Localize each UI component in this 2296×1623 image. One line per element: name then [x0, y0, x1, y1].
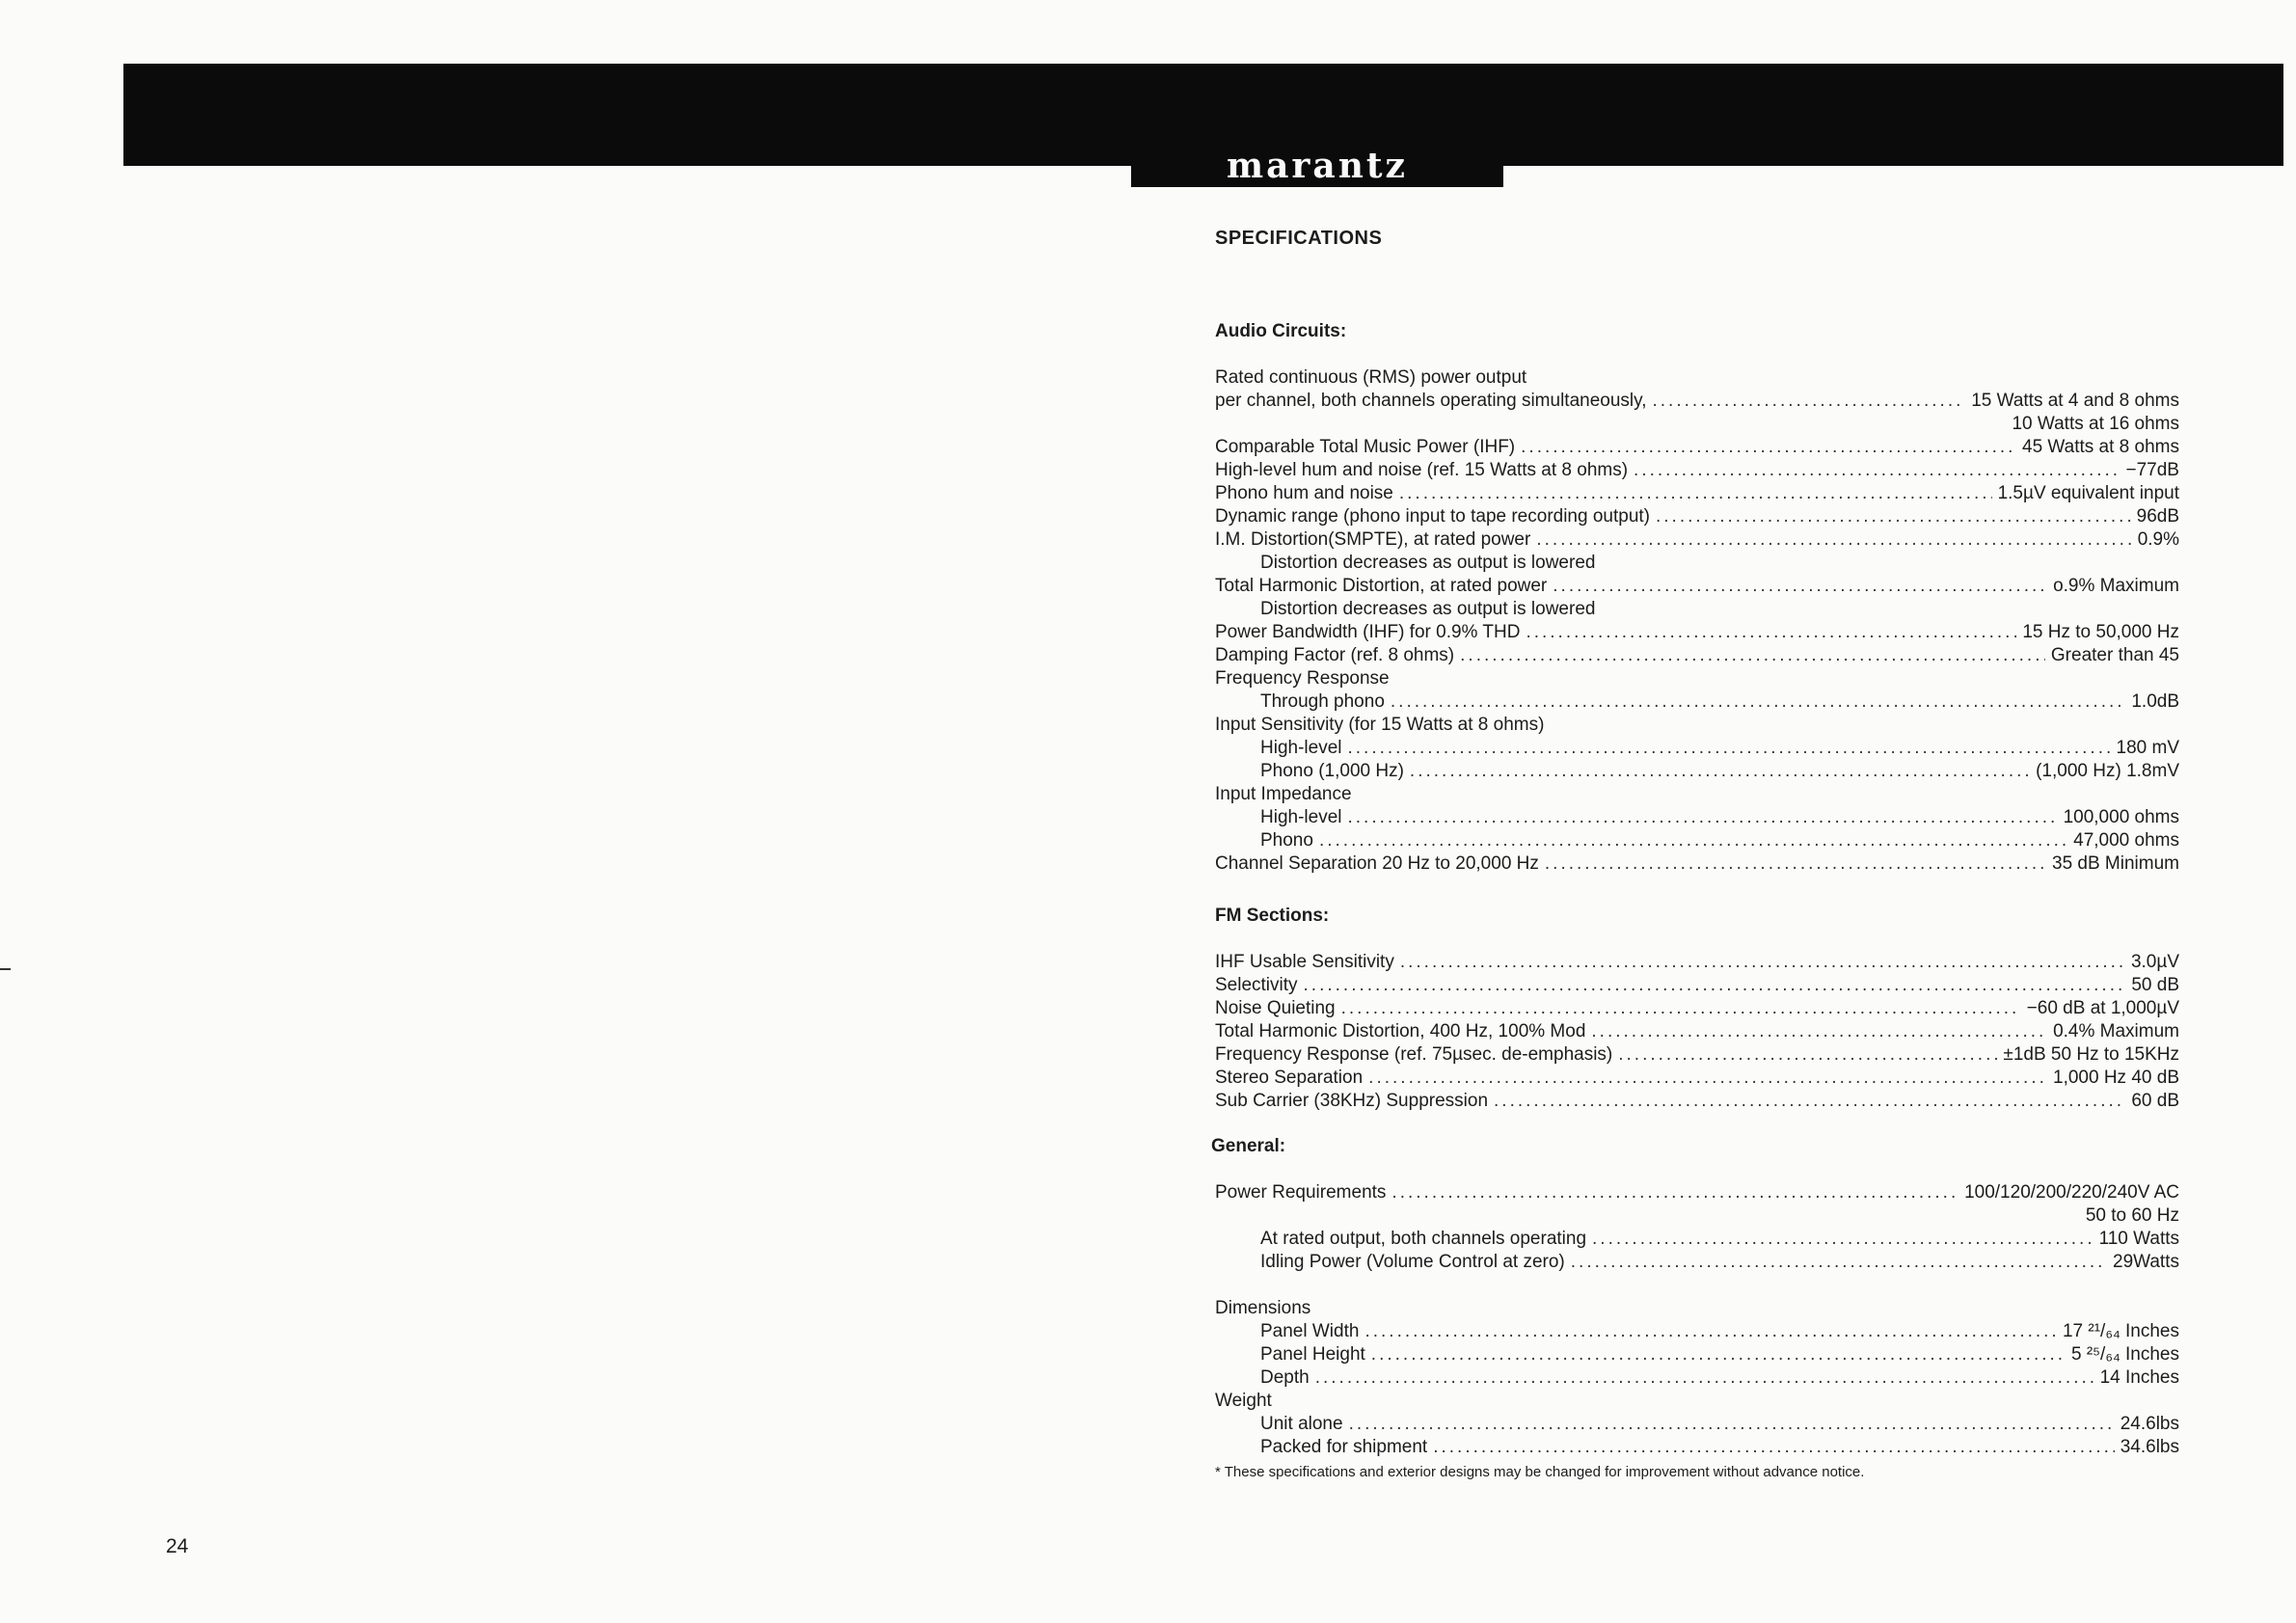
spec-row [1215, 1228, 2179, 1251]
spec-label: Total Harmonic Distortion, at rated power [1215, 576, 1548, 596]
spec-row [1215, 482, 2179, 505]
spec-row [1215, 390, 2179, 413]
spec-value: 96dB [2136, 506, 2179, 527]
spec-value: 60 dB [2131, 1091, 2179, 1111]
section-heading: Audio Circuits: [1215, 321, 1347, 341]
dot-leader [1371, 1343, 2066, 1366]
spec-row [1215, 575, 2179, 598]
page-title: SPECIFICATIONS [1215, 228, 1383, 249]
spec-value: 15 Hz to 50,000 Hz [2022, 622, 2179, 642]
spec-label: I.M. Distortion(SMPTE), at rated power [1215, 529, 1531, 550]
spec-subheading: Dimensions [1215, 1298, 1311, 1318]
spec-subheading: Weight [1215, 1391, 1272, 1411]
spec-row [1215, 829, 2179, 852]
general-section [1211, 1135, 2179, 1482]
spec-value-continuation: 50 to 60 Hz [2085, 1205, 2179, 1226]
spec-label: Total Harmonic Distortion, 400 Hz, 100% Mod [1215, 1021, 1586, 1041]
spec-label: Selectivity [1215, 975, 1298, 995]
dot-leader [1536, 528, 2131, 552]
spec-row [1215, 505, 2179, 528]
spec-value: 100,000 ohms [2063, 807, 2179, 827]
spec-row [1215, 436, 2179, 459]
spec-value: 1,000 Hz 40 dB [2053, 1068, 2179, 1088]
spec-value: 14 Inches [2099, 1367, 2179, 1388]
dot-leader [1410, 760, 2030, 783]
spec-list [1215, 1181, 2179, 1274]
dot-leader [1364, 1320, 2057, 1343]
dot-leader [1391, 690, 2125, 714]
brand-logo: marantz [1227, 146, 1408, 186]
spec-row [1215, 1413, 2179, 1436]
spec-value: 45 Watts at 8 ohms [2022, 437, 2179, 457]
spec-label: Through phono [1260, 691, 1385, 712]
spec-list [1215, 951, 2179, 1113]
dot-leader [1399, 482, 1992, 505]
spec-value: 47,000 ohms [2073, 830, 2179, 851]
spec-label: Noise Quieting [1215, 998, 1336, 1018]
spec-row [1215, 1067, 2179, 1090]
section-heading: General: [1211, 1136, 1286, 1156]
spec-value: 180 mV [2116, 738, 2179, 758]
spec-row [1215, 690, 2179, 714]
dot-leader [1526, 621, 2016, 644]
spec-value: 100/120/200/220/240V AC [1964, 1182, 2179, 1203]
spec-value: 15 Watts at 4 and 8 ohms [1971, 391, 2179, 411]
spec-value: 1.5µV equivalent input [1997, 483, 2179, 503]
spec-label: Depth [1260, 1367, 1310, 1388]
spec-value: 0.9% [2137, 529, 2179, 550]
spec-value: 34.6lbs [2120, 1437, 2179, 1457]
spec-value: 17 ²¹/₆₄ Inches [2062, 1321, 2179, 1341]
dot-leader [1656, 505, 2131, 528]
spec-row [1215, 974, 2179, 997]
dot-leader [1521, 436, 2016, 459]
spec-value: (1,000 Hz) 1.8mV [2036, 761, 2179, 781]
spec-row [1215, 852, 2179, 876]
spec-value: 29Watts [2113, 1252, 2179, 1272]
spec-row [1215, 459, 2179, 482]
dot-leader [1618, 1043, 1997, 1067]
dot-leader [1433, 1436, 2115, 1459]
spec-row [1215, 951, 2179, 974]
dot-leader [1400, 951, 2125, 974]
spec-label: Channel Separation 20 Hz to 20,000 Hz [1215, 853, 1539, 874]
spec-label: Phono [1260, 830, 1313, 851]
spec-label: Power Requirements [1215, 1182, 1387, 1203]
spec-value: 50 dB [2131, 975, 2179, 995]
spec-value: −77dB [2125, 460, 2179, 480]
spec-list [1215, 390, 2179, 876]
audio-circuits-section [1215, 320, 2179, 876]
spec-label: Stereo Separation [1215, 1068, 1364, 1088]
spec-subheading: Distortion decreases as output is lowered [1260, 553, 1596, 573]
spec-row [1215, 1251, 2179, 1274]
page-number: 24 [166, 1535, 189, 1557]
spec-row [1215, 1366, 2179, 1390]
footnote: * These specifications and exterior designs may be changed for improvement without advance notice. [1215, 1464, 1865, 1480]
dot-leader [1591, 1020, 2047, 1043]
spec-row [1215, 1436, 2179, 1459]
spec-subheading: Input Impedance [1215, 784, 1352, 804]
spec-value: 5 ²⁵/₆₄ Inches [2070, 1344, 2179, 1365]
spec-row [1215, 528, 2179, 552]
dot-leader [1460, 644, 2045, 667]
spec-value: 24.6lbs [2120, 1414, 2179, 1434]
dot-leader [1391, 1181, 1958, 1204]
spec-row [1215, 1043, 2179, 1067]
spec-label: Power Bandwidth (IHF) for 0.9% THD [1215, 622, 1521, 642]
spec-label: Panel Width [1260, 1321, 1360, 1341]
spec-label: Idling Power (Volume Control at zero) [1260, 1252, 1565, 1272]
spec-label: Damping Factor (ref. 8 ohms) [1215, 645, 1455, 665]
spec-value: 0.4% Maximum [2053, 1021, 2179, 1041]
spec-label: IHF Usable Sensitivity [1215, 952, 1394, 972]
spec-row [1215, 1090, 2179, 1113]
spec-row [1215, 1181, 2179, 1204]
spec-value: Greater than 45 [2050, 645, 2179, 665]
spec-value: 110 Watts [2098, 1229, 2179, 1249]
dot-leader [1347, 806, 2057, 829]
spec-label: Panel Height [1260, 1344, 1365, 1365]
spec-row [1215, 737, 2179, 760]
margin-mark [0, 968, 11, 970]
spec-label: Dynamic range (phono input to tape recording output) [1215, 506, 1650, 527]
spec-label: Phono (1,000 Hz) [1260, 761, 1404, 781]
spec-row [1215, 621, 2179, 644]
spec-intro: Rated continuous (RMS) power output [1215, 367, 1527, 388]
spec-subheading: Frequency Response [1215, 668, 1390, 689]
dot-leader [1315, 1366, 2094, 1390]
spec-value: 1.0dB [2131, 691, 2179, 712]
spec-label: Unit alone [1260, 1414, 1343, 1434]
spec-label: Phono hum and noise [1215, 483, 1393, 503]
spec-label: per channel, both channels operating simultaneously, [1215, 391, 1647, 411]
spec-label: Frequency Response (ref. 75µsec. de-emphasis) [1215, 1044, 1613, 1065]
spec-value: o.9% Maximum [2053, 576, 2179, 596]
spec-value: −60 dB at 1,000µV [2026, 998, 2179, 1018]
spec-label: Sub Carrier (38KHz) Suppression [1215, 1091, 1489, 1111]
spec-subheading: Input Sensitivity (for 15 Watts at 8 ohms) [1215, 715, 1545, 735]
spec-label: Comparable Total Music Power (IHF) [1215, 437, 1516, 457]
spec-label: High-level [1260, 807, 1342, 827]
spec-row [1215, 1020, 2179, 1043]
dot-leader [1553, 575, 2047, 598]
spec-label: High-level hum and noise (ref. 15 Watts at 8 ohms) [1215, 460, 1629, 480]
spec-value: 3.0µV [2130, 952, 2179, 972]
dot-leader [1304, 974, 2126, 997]
spec-row [1215, 644, 2179, 667]
dot-leader [1571, 1251, 2107, 1274]
spec-value: 35 dB Minimum [2052, 853, 2179, 874]
spec-row [1215, 1320, 2179, 1343]
section-heading: FM Sections: [1215, 906, 1330, 926]
spec-value: ±1dB 50 Hz to 15KHz [2003, 1044, 2179, 1065]
dot-leader [1349, 1413, 2115, 1436]
spec-row [1215, 1343, 2179, 1366]
dot-leader [1592, 1228, 2093, 1251]
spec-row [1215, 760, 2179, 783]
dot-leader [1368, 1067, 2047, 1090]
spec-label: Packed for shipment [1260, 1437, 1428, 1457]
dot-leader [1634, 459, 2120, 482]
spec-list [1215, 1297, 2179, 1459]
dot-leader [1494, 1090, 2125, 1113]
spec-row [1215, 997, 2179, 1020]
spec-label: At rated output, both channels operating [1260, 1229, 1587, 1249]
dot-leader [1653, 390, 1966, 413]
dot-leader [1545, 852, 2046, 876]
spec-label: High-level [1260, 738, 1342, 758]
spec-value-continuation: 10 Watts at 16 ohms [2012, 414, 2179, 434]
dot-leader [1319, 829, 2067, 852]
spec-row [1215, 806, 2179, 829]
dot-leader [1341, 997, 2021, 1020]
dot-leader [1347, 737, 2110, 760]
fm-sections-section [1215, 905, 2179, 1113]
spec-subheading: Distortion decreases as output is lowered [1260, 599, 1596, 619]
